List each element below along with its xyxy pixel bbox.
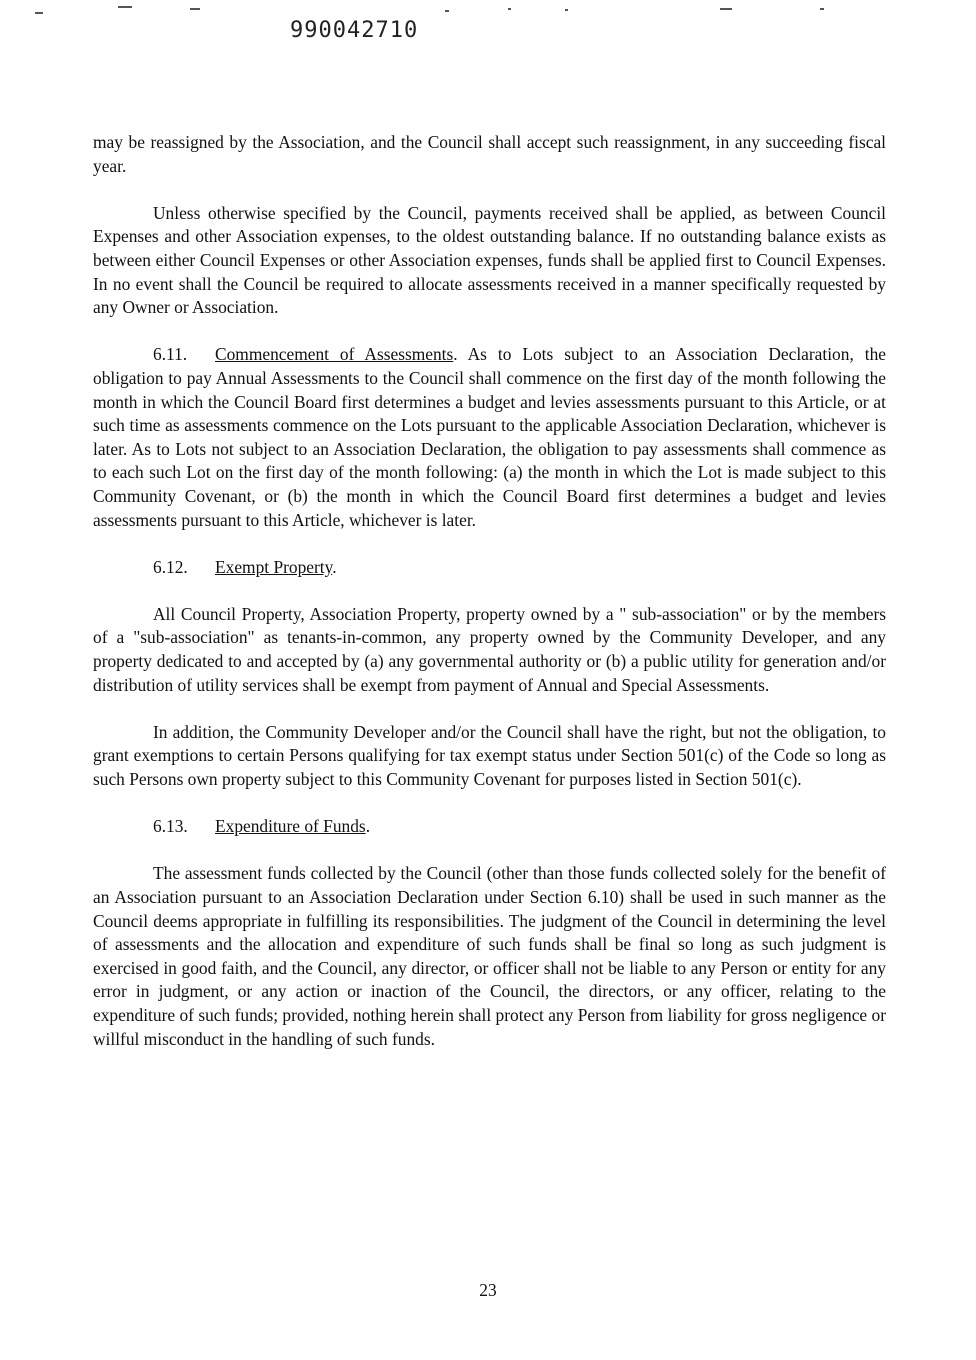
- paragraph-continuation: may be reassigned by the Association, and the Council shall accept such reassignment, in any succeeding fiscal year.: [93, 132, 886, 176]
- section-6-11: [93, 343, 886, 532]
- section-number: 6.11.: [153, 344, 188, 365]
- section-title: Exempt Property: [215, 556, 333, 577]
- paragraph-payment-application: Unless otherwise specified by the Council, payments received shall be applied, as between Council Expenses and other Association expenses, to the oldest outstanding balance. If no outstanding balance exists as between either Council Expenses or other Association expenses, funds shall be applied first to Council Expenses. In no event shall the Council be required to allocate assessments received in a manner specifically requested by any Owner or Association.: [93, 202, 886, 318]
- section-text: . As to Lots subject to an Association Declaration, the obligation to pay Annual Assessments to the Council shall commence on the first day of the month following the month in which the Council Board first determines a budget and levies assessments pursuant to this Article, or at such time as assessments commence on the Lots pursuant to the applicable Association Declaration, whichever is later. As to Lots not subject to an Association Declaration, the obligation to pay assessments shall commence as to each such Lot on the first day of the month following: (a) the month in which the Lot is made subject to this Community Covenant, or (b) the month in which the Council Board first determines a budget and levies assessments pursuant to this Article, whichever is later.: [93, 344, 886, 530]
- section-6-12-heading: 6.12. Exempt Property.: [93, 556, 886, 580]
- paragraph-exempt-property: All Council Property, Association Property, property owned by a " sub-association" or by the members of a "sub-association" as tenants-in-common, any property owned by the Community Developer, and any property dedicated to and accepted by (a) any governmental authority or (b) a public utility for generation and/or distribution of utility services shall be exempt from payment of Annual and Special Assessments.: [93, 603, 886, 695]
- document-body: [93, 131, 886, 1075]
- paragraph-exemptions: In addition, the Community Developer and/or the Council shall have the right, but not the obligation, to grant exemptions to certain Persons qualifying for tax exempt status under Section 501(c) of the Code so long as such Persons own property subject to this Community Covenant for purposes listed in Section 501(c).: [93, 721, 886, 790]
- section-title: Expenditure of Funds: [215, 816, 366, 837]
- section-number: 6.12.: [153, 556, 188, 577]
- section-6-13-heading: 6.13. Expenditure of Funds.: [93, 815, 886, 839]
- section-title: Commencement of Assessments: [215, 344, 454, 365]
- scan-artifacts: [30, 6, 930, 16]
- document-number: 990042710: [290, 18, 419, 43]
- paragraph-expenditure: The assessment funds collected by the Council (other than those funds collected solely for the benefit of an Association pursuant to an Association Declaration under Section 6.10) shall be used in such manner as the Council deems appropriate in fulfilling its responsibilities. The judgment of the Council in determining the level of assessments and the allocation and expenditure of such funds shall be final so long as such judgment is exercised in good faith, and the Council, any director, or officer shall not be liable to any Person or entity for any error in judgment, or any action or inaction of the Council, the directors, or any officer, relating to the expenditure of such funds; provided, nothing herein shall protect any Person from liability for gross negligence or willful misconduct in the handling of such funds.: [93, 863, 886, 1049]
- section-number: 6.13.: [153, 816, 188, 837]
- page-number: 23: [479, 1280, 497, 1300]
